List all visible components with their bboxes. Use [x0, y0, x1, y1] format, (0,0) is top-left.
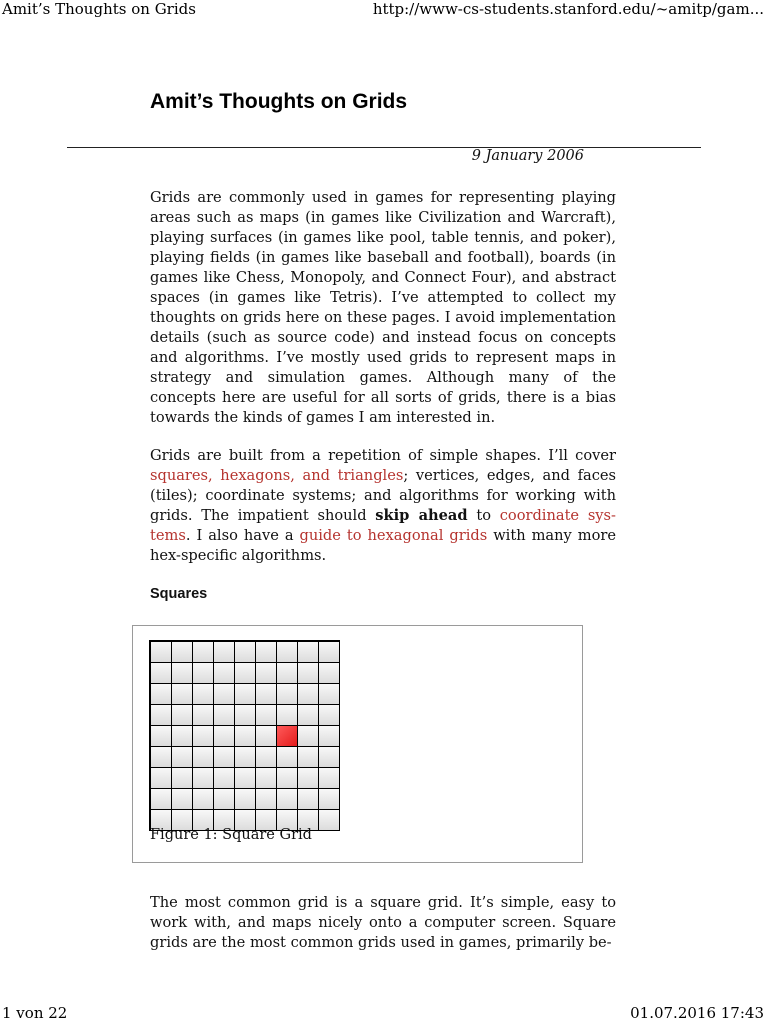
overview-text-2: ; vertices, edges, and faces (tiles); coordinate systems; and algorithms for working with grids. The impatient should — [150, 467, 616, 524]
grid-cell[interactable] — [319, 810, 340, 831]
grid-cell[interactable] — [235, 642, 256, 663]
grid-cell[interactable] — [235, 663, 256, 684]
grid-cell[interactable] — [319, 663, 340, 684]
grid-cell[interactable] — [172, 684, 193, 705]
grid-cell[interactable] — [256, 684, 277, 705]
grid-cell[interactable] — [256, 789, 277, 810]
grid-cell[interactable] — [172, 789, 193, 810]
grid-cell[interactable] — [298, 705, 319, 726]
grid-cell[interactable] — [277, 663, 298, 684]
grid-cell[interactable] — [214, 768, 235, 789]
grid-cell[interactable] — [235, 768, 256, 789]
link-coordinate-systems[interactable]: coordinate systems — [150, 507, 616, 544]
grid-cell[interactable] — [151, 663, 172, 684]
grid-cell[interactable] — [193, 747, 214, 768]
grid-cell[interactable] — [298, 684, 319, 705]
grid-cell[interactable] — [256, 642, 277, 663]
grid-cell[interactable] — [193, 705, 214, 726]
skip-ahead-text: skip ahead — [375, 507, 468, 524]
grid-cell[interactable] — [235, 705, 256, 726]
grid-cell[interactable] — [298, 747, 319, 768]
grid-cell-highlighted[interactable] — [277, 726, 298, 747]
print-header-url: http://www-cs-students.stanford.edu/~amitp/gam... — [372, 0, 764, 18]
grid-cell[interactable] — [214, 789, 235, 810]
overview-text-4: . I also have a — [185, 527, 300, 544]
overview-paragraph — [150, 446, 616, 566]
grid-cell[interactable] — [256, 663, 277, 684]
grid-cell[interactable] — [151, 684, 172, 705]
grid-cell[interactable] — [277, 642, 298, 663]
grid-cell[interactable] — [193, 726, 214, 747]
figure-square-grid — [132, 625, 583, 863]
grid-cell[interactable] — [235, 789, 256, 810]
grid-cell[interactable] — [214, 642, 235, 663]
grid-cell[interactable] — [172, 768, 193, 789]
grid-cell[interactable] — [193, 789, 214, 810]
grid-cell[interactable] — [151, 789, 172, 810]
grid-cell[interactable] — [235, 684, 256, 705]
grid-cell[interactable] — [172, 705, 193, 726]
grid-cell[interactable] — [298, 663, 319, 684]
print-footer-timestamp: 01.07.2016 17:43 — [630, 1004, 764, 1022]
title-rule — [67, 147, 701, 148]
grid-cell[interactable] — [277, 747, 298, 768]
grid-cell[interactable] — [298, 789, 319, 810]
grid-cell[interactable] — [319, 789, 340, 810]
grid-cell[interactable] — [256, 768, 277, 789]
grid-cell[interactable] — [193, 663, 214, 684]
grid-cell[interactable] — [151, 747, 172, 768]
overview-text-1: Grids are built from a repetition of simple shapes. I’ll cover — [150, 447, 616, 464]
grid-cell[interactable] — [256, 705, 277, 726]
grid-cell[interactable] — [214, 684, 235, 705]
grid-cell[interactable] — [193, 684, 214, 705]
grid-cell[interactable] — [151, 768, 172, 789]
link-squares-hexagons-triangles[interactable]: squares, hexagons, and triangles — [150, 467, 404, 484]
grid-cell[interactable] — [235, 726, 256, 747]
grid-cell[interactable] — [277, 768, 298, 789]
link-hexagonal-grids-guide[interactable]: guide to hexagonal grids — [299, 527, 488, 544]
overview-text-5: with many more hex-specific algorithms. — [150, 527, 617, 564]
grid-cell[interactable] — [151, 726, 172, 747]
grid-cell[interactable] — [319, 768, 340, 789]
grid-cell[interactable] — [319, 726, 340, 747]
grid-cell[interactable] — [256, 747, 277, 768]
square-grid[interactable] — [149, 640, 340, 831]
section-heading-squares: Squares — [150, 586, 208, 602]
article-date: 9 January 2006 — [471, 148, 584, 164]
grid-cell[interactable] — [151, 705, 172, 726]
print-header-title: Amit’s Thoughts on Grids — [2, 0, 196, 18]
grid-cell[interactable] — [172, 747, 193, 768]
grid-cell[interactable] — [235, 747, 256, 768]
overview-text-3: to — [467, 507, 500, 524]
figure-caption: Figure 1: Square Grid — [150, 827, 312, 843]
grid-cell[interactable] — [151, 642, 172, 663]
grid-cell[interactable] — [298, 726, 319, 747]
grid-cell[interactable] — [193, 642, 214, 663]
print-footer-page: 1 von 22 — [2, 1004, 68, 1022]
grid-cell[interactable] — [298, 642, 319, 663]
intro-paragraph: Grids are commonly used in games for representing playing areas such as maps (in games like Civilization and Warcraft), playing surfaces (in games like pool, table tennis, and poker), playing fields (in games like baseball and football), boards (in games like Chess, Monopoly, and Connect Four), and abstract spaces (in games like Tetris). I’ve attempted to collect my thoughts on grids here on these pages. I avoid implementation details (such as source code) and instead focus on concepts and algorithms. I’ve mostly used grids to represent maps in strategy and simulation games. Although many of the concepts here are useful for all sorts of grids, there is a bias towards the kinds of games I am interested in. — [150, 189, 616, 426]
grid-cell[interactable] — [214, 705, 235, 726]
grid-cell[interactable] — [277, 705, 298, 726]
grid-cell[interactable] — [298, 768, 319, 789]
grid-cell[interactable] — [214, 663, 235, 684]
page-title: Amit’s Thoughts on Grids — [150, 90, 408, 113]
grid-cell[interactable] — [319, 747, 340, 768]
grid-cell[interactable] — [319, 642, 340, 663]
square-grid-paragraph: The most common grid is a square grid. It’s simple, easy to work with, and maps nicely onto a computer screen. Square grids are the most common grids used in games, primarily be- — [150, 894, 616, 951]
grid-cell[interactable] — [214, 726, 235, 747]
grid-cell[interactable] — [256, 726, 277, 747]
grid-cell[interactable] — [172, 642, 193, 663]
grid-cell[interactable] — [172, 663, 193, 684]
grid-cell[interactable] — [277, 789, 298, 810]
grid-cell[interactable] — [214, 747, 235, 768]
grid-cell[interactable] — [319, 684, 340, 705]
grid-cell[interactable] — [172, 726, 193, 747]
grid-cell[interactable] — [319, 705, 340, 726]
grid-cell[interactable] — [277, 684, 298, 705]
grid-cell[interactable] — [193, 768, 214, 789]
